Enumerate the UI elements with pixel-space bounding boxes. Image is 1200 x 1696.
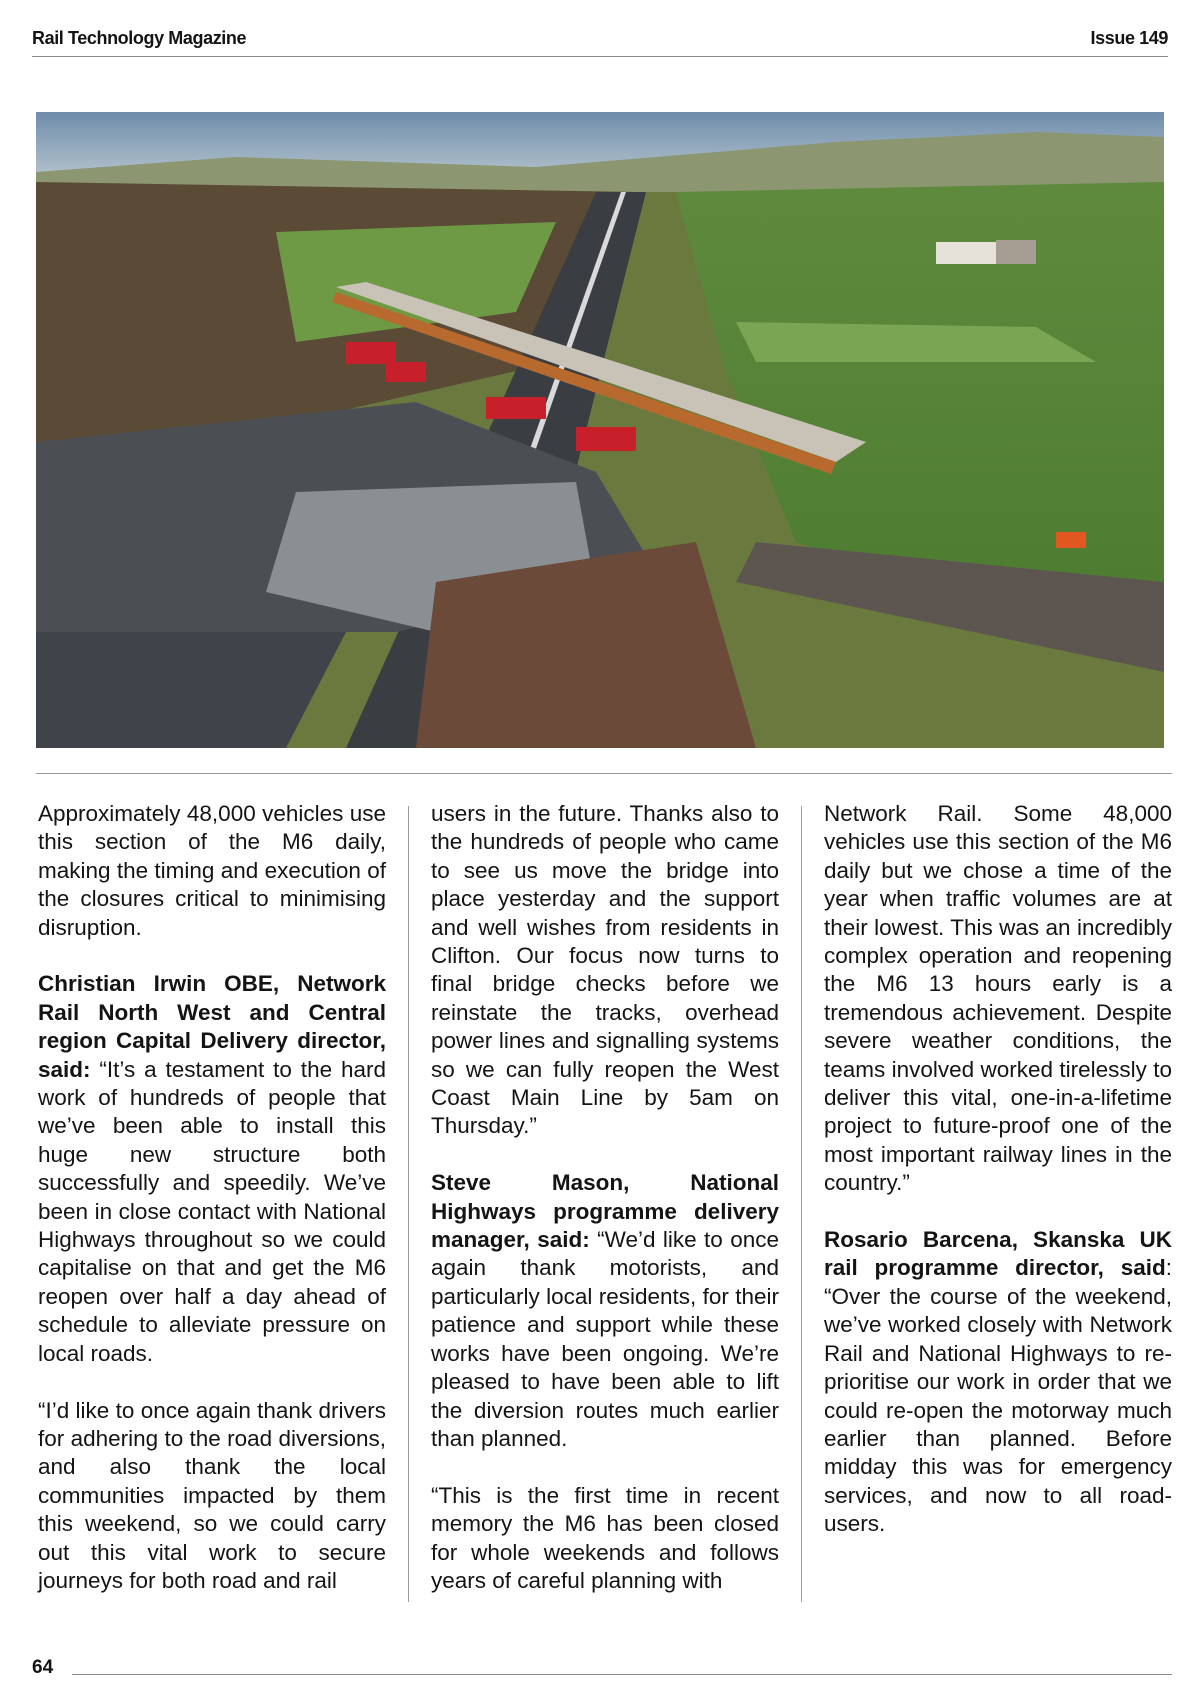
paragraph xyxy=(824,1226,1172,1538)
page-header xyxy=(32,26,1168,57)
issue-number: Issue 149 xyxy=(1090,28,1168,48)
magazine-title: Rail Technology Magazine xyxy=(32,28,247,48)
aerial-bridge-photo xyxy=(36,112,1164,748)
quote-text: “It’s a testament to the hard work of hundreds of people that we’ve been able to install this huge new structure both successfully and speedily. We’ve been in close contact with National Highways throughout so we could capitalise on that and get the M6 reopen over half a day ahead of schedule to alleviate pressure on local roads. xyxy=(38,1056,386,1366)
paragraph: “This is the first time in recent memory the M6 has been closed for whole weekends and follows years of careful planning with xyxy=(431,1482,779,1593)
article-column-1 xyxy=(38,800,386,1595)
article-column-2 xyxy=(431,800,779,1595)
speaker-attribution: Rosario Barcena, Skanska UK rail programme director, said xyxy=(824,1227,1172,1281)
paragraph: “I’d like to once again thank drivers for adhering to the road diversions, and also thank the local communities impacted by them this weekend, so we could carry out this vital work to secure journeys for both road and rail xyxy=(38,1397,386,1593)
quote-text: : “Over the course of the weekend, we’ve worked closely with Network Rail and National Highways to re-prioritise our work in order that we could re-open the motorway much earlier than planned. Before midday this was for emergency services, and now to all road-users. xyxy=(824,1255,1172,1537)
paragraph: Approximately 48,000 vehicles use this section of the M6 daily, making the timing and execution of the closures critical to minimising disruption. xyxy=(38,801,386,940)
paragraph xyxy=(431,1169,779,1453)
paragraph xyxy=(38,970,386,1368)
paragraph: users in the future. Thanks also to the hundreds of people who came to see us move the bridge into place yesterday and the support and well wishes from residents in Clifton. Our focus now turns to final bridge checks before we reinstate the tracks, overhead power lines and signalling systems so we can fully reopen the West Coast Main Line by 5am on Thursday.” xyxy=(431,801,779,1139)
quote-text: “We’d like to once again thank motorists, and particularly local residents, for their patience and support while these works have been ongoing. We’re pleased to have been able to lift the diversion routes much earlier than planned. xyxy=(431,1227,779,1451)
column-divider xyxy=(801,806,802,1602)
column-divider xyxy=(408,806,409,1602)
section-divider xyxy=(36,773,1172,774)
page-number: 64 xyxy=(32,1657,54,1678)
speaker-attribution: Steve Mason, National Highways programme delivery manager, said: xyxy=(431,1170,779,1253)
speaker-attribution: Christian Irwin OBE, Network Rail North West and Central region Capital Delivery director, said: xyxy=(38,971,386,1082)
footer-rule xyxy=(72,1674,1172,1675)
paragraph: Network Rail. Some 48,000 vehicles use this section of the M6 daily but we chose a time of the year when traffic volumes are at their lowest. This was an incredibly complex operation and reopening the M6 13 hours early is a tremendous achievement. Despite severe weather conditions, the teams involved worked tirelessly to deliver this vital, one-in-a-lifetime project to future-proof one of the most important railway lines in the country.” xyxy=(824,801,1172,1196)
article-column-3 xyxy=(824,800,1172,1539)
